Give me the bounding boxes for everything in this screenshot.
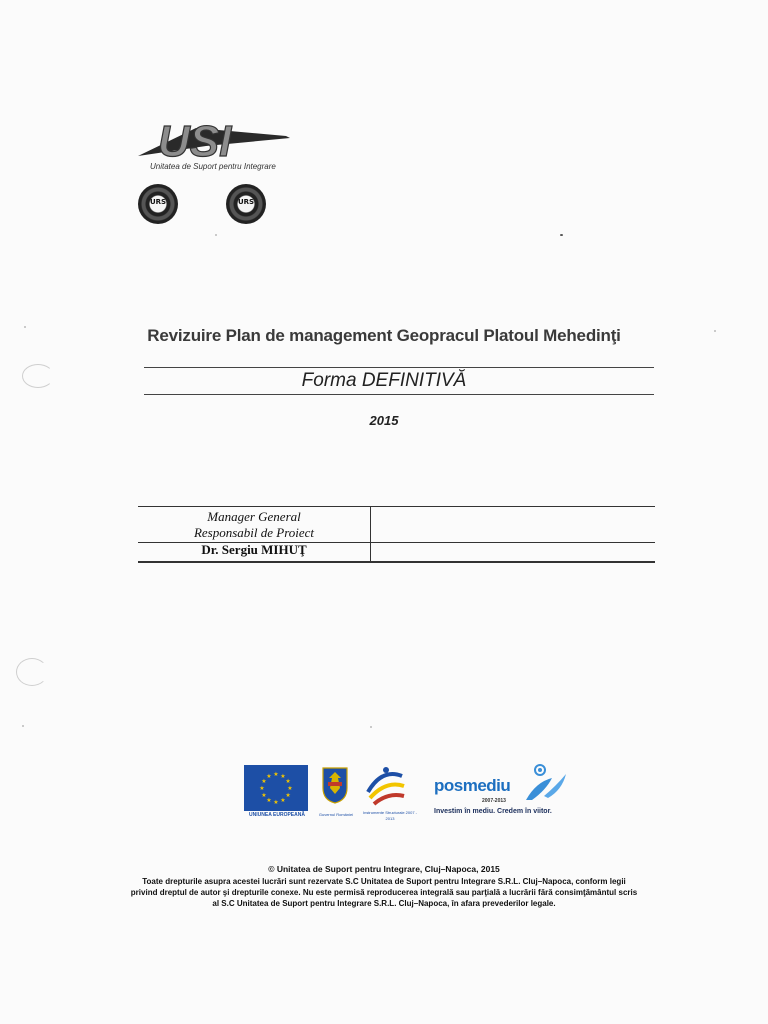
eu-star-icon: ★ — [280, 773, 286, 780]
signature-name: Dr. Sergiu MIHUŢ — [201, 542, 307, 557]
gov-label: Guvernul României — [318, 812, 354, 817]
scan-speck — [22, 725, 24, 727]
usi-tagline: Unitatea de Suport pentru Integrare — [150, 162, 276, 171]
document-subtitle: Forma DEFINITIVĂ — [301, 370, 467, 391]
eu-star-icon: ★ — [266, 798, 272, 805]
document-title: Revizuire Plan de management Geopracul Platoul Mehedinţi — [147, 326, 621, 345]
eu-star-icon: ★ — [285, 793, 291, 799]
eu-star-icon: ★ — [280, 798, 286, 805]
eu-star-icon: ★ — [287, 786, 293, 792]
sig-table-divider — [370, 506, 371, 561]
eu-stars-icon — [244, 765, 308, 811]
posmediu-flower-icon — [522, 760, 568, 804]
svg-text:USI: USI — [158, 117, 232, 166]
scan-speck — [215, 234, 217, 236]
eu-star-icon: ★ — [261, 793, 267, 799]
eu-star-icon: ★ — [273, 800, 279, 806]
scan-speck — [560, 234, 563, 236]
eu-flag-icon — [244, 765, 308, 811]
footer-copyright: © Unitatea de Suport pentru Integrare, Cluj–Napoca, 2015 — [268, 864, 500, 874]
certification-seal-left-icon — [138, 184, 178, 224]
eu-star-icon: ★ — [273, 772, 279, 778]
signature-table — [138, 506, 655, 562]
structural-instruments-icon — [362, 762, 408, 806]
program-label: Instrumente Structurale 2007 - 2013 — [362, 810, 418, 821]
eu-star-icon: ★ — [285, 779, 291, 785]
footer-rights-notice: Toate drepturile asupra acestei lucrări sunt rezervate S.C Unitatea de Suport pentru Integrare S.R.L. Cluj–Napoca, conform legii privind dreptul de autor şi drepturile conexe. Nu este permisă reproducerea integrală sau parţială a lucrării fără consimţământul scris al S.C Unitatea de Suport pentru Integrare S.R.L. Cluj–Napoca, în afara prevederilor legale. — [130, 877, 638, 908]
posmediu-motto: Investim în mediu. Credem în viitor. — [434, 808, 552, 815]
partner-logos — [244, 760, 574, 830]
signature-role-line1: Manager General — [207, 509, 301, 524]
scan-hole-mark — [16, 658, 48, 686]
usi-logo-mark — [136, 112, 296, 168]
signature-role-line2: Responsabil de Proiect — [193, 525, 315, 540]
seal-left-text: URS — [149, 198, 167, 206]
document-year: 2015 — [369, 413, 399, 428]
eu-label: UNIUNEA EUROPEANĂ — [249, 812, 305, 818]
seal-right-text: URS — [237, 198, 255, 206]
posmediu-logo: posmediu — [434, 776, 511, 795]
title-rule-top — [144, 367, 654, 368]
posmediu-years: 2007-2013 — [482, 798, 506, 804]
romania-crest-icon — [320, 764, 350, 804]
eu-star-icon: ★ — [266, 773, 272, 780]
title-rule-bottom — [144, 394, 654, 395]
scan-speck — [370, 726, 372, 728]
eu-star-icon: ★ — [259, 786, 265, 792]
sig-table-bottom-rule — [138, 561, 655, 563]
eu-star-icon: ★ — [261, 779, 267, 785]
certification-seal-right-icon — [226, 184, 266, 224]
signature-role-cell — [138, 506, 370, 560]
copyright-footer — [130, 864, 638, 909]
